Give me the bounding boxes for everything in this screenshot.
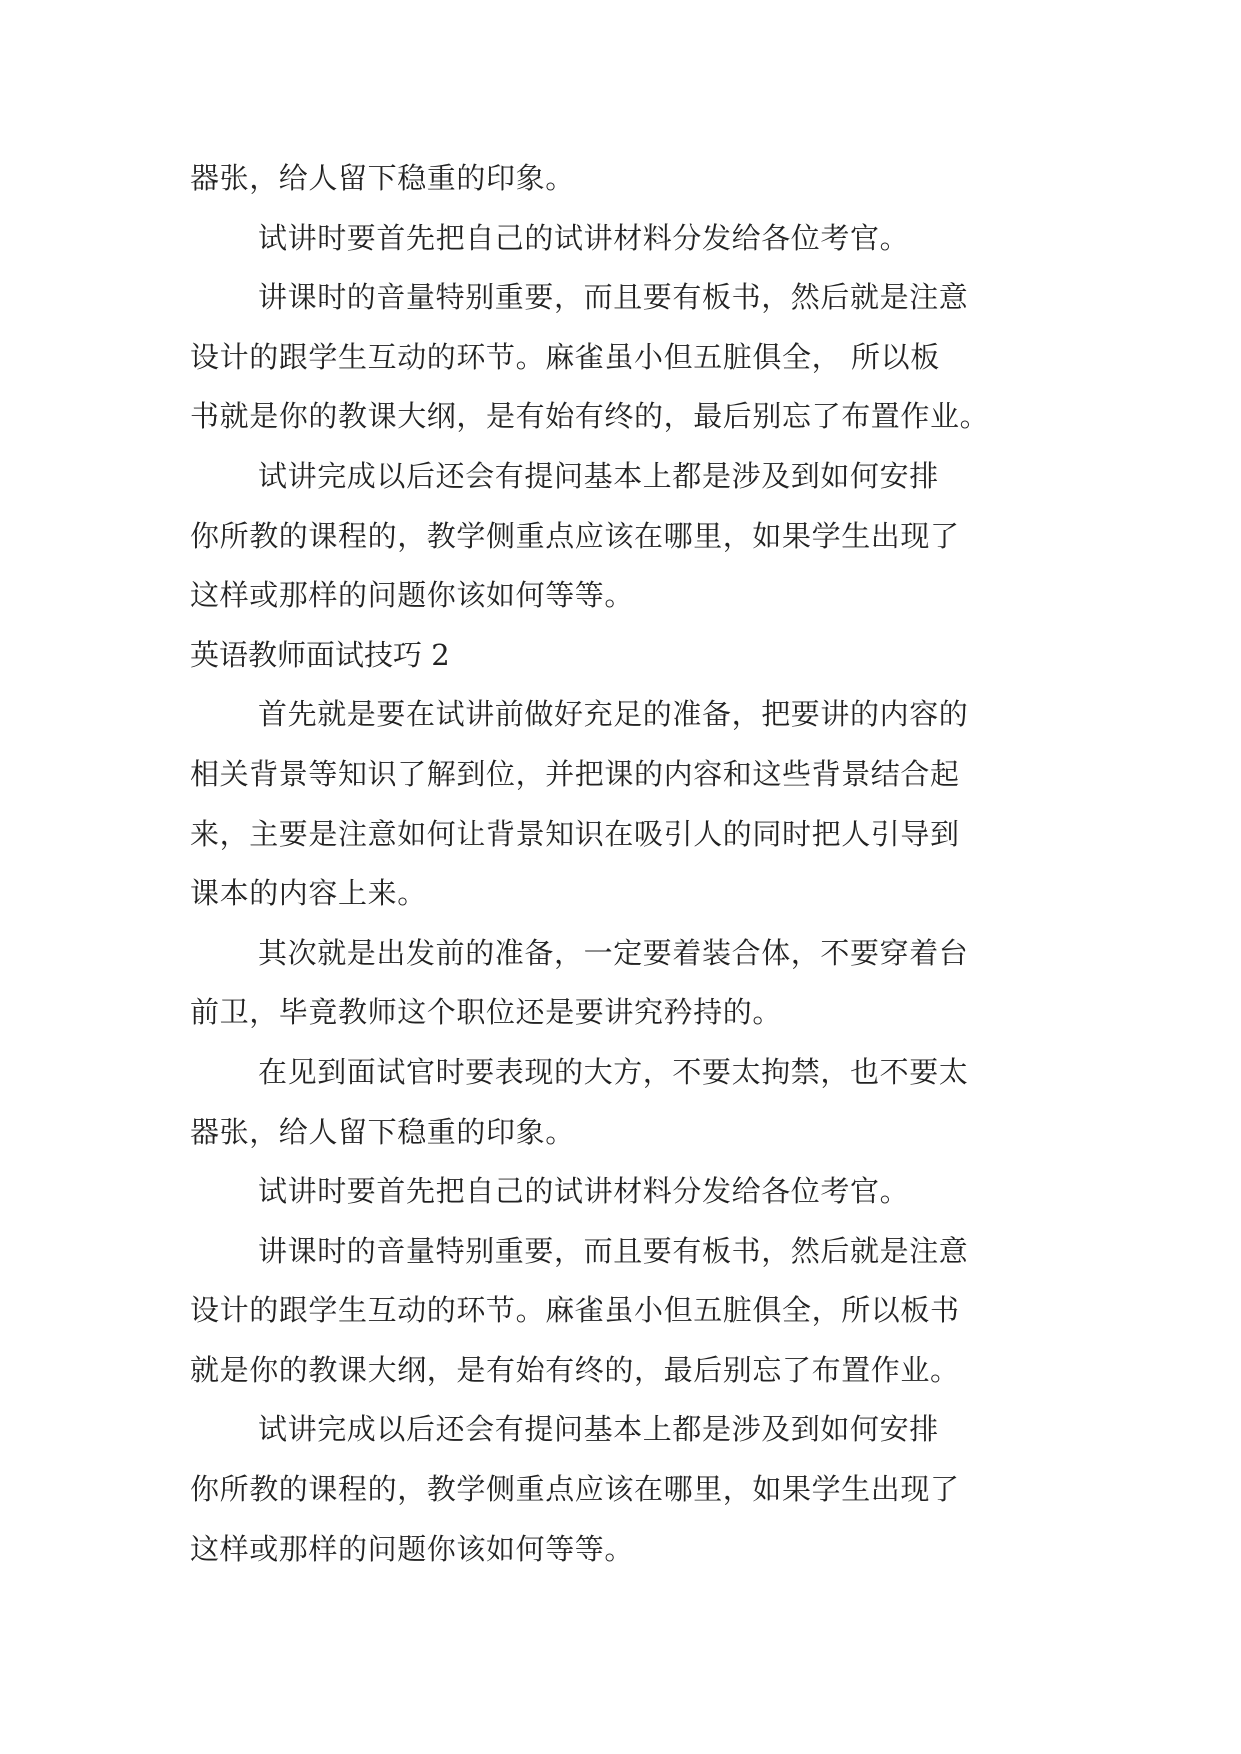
text-line: 首先就是要在试讲前做好充足的准备，把要讲的内容的 bbox=[258, 697, 969, 732]
text-line: 课本的内容上来。 bbox=[190, 876, 427, 911]
text-line: 讲课时的音量特别重要，而且要有板书，然后就是注意 bbox=[258, 280, 969, 315]
text-line: 器张，给人留下稳重的印象。 bbox=[190, 1114, 575, 1149]
text-line: 讲课时的音量特别重要，而且要有板书，然后就是注意 bbox=[258, 1233, 969, 1268]
text-line: 来，主要是注意如何让背景知识在吸引人的同时把人引导到 bbox=[190, 816, 960, 851]
text-line: 试讲时要首先把自己的试讲材料分发给各位考官。 bbox=[258, 1174, 910, 1209]
text-line: 相关背景等知识了解到位，并把课的内容和这些背景结合起 bbox=[190, 756, 960, 791]
text-line: 试讲时要首先把自己的试讲材料分发给各位考官。 bbox=[258, 220, 910, 255]
document-body bbox=[190, 158, 1060, 1588]
text-line: 设计的跟学生互动的环节。麻雀虽小但五脏俱全，所以板书 bbox=[190, 1293, 960, 1328]
text-line: 就是你的教课大纲，是有始有终的，最后别忘了布置作业。 bbox=[190, 1352, 960, 1387]
section-heading: 英语教师面试技巧 2 bbox=[190, 637, 450, 672]
text-line: 这样或那样的问题你该如何等等。 bbox=[190, 1531, 635, 1566]
text-line: 试讲完成以后还会有提问基本上都是涉及到如何安排 bbox=[258, 1412, 939, 1447]
text-line: 前卫，毕竟教师这个职位还是要讲究矜持的。 bbox=[190, 995, 783, 1030]
text-line: 设计的跟学生互动的环节。麻雀虽小但五脏俱全， 所以板 bbox=[190, 339, 940, 374]
text-line: 在见到面试官时要表现的大方，不要太拘禁，也不要太 bbox=[258, 1054, 969, 1089]
text-line: 你所教的课程的，教学侧重点应该在哪里，如果学生出现了 bbox=[190, 518, 960, 553]
text-line: 书就是你的教课大纲，是有始有终的，最后别忘了布置作业。 bbox=[190, 399, 990, 434]
text-line: 你所教的课程的，教学侧重点应该在哪里，如果学生出现了 bbox=[190, 1472, 960, 1507]
text-line: 试讲完成以后还会有提问基本上都是涉及到如何安排 bbox=[258, 458, 939, 493]
text-line: 器张，给人留下稳重的印象。 bbox=[190, 161, 575, 195]
text-line: 这样或那样的问题你该如何等等。 bbox=[190, 578, 635, 613]
text-line: 其次就是出发前的准备，一定要着装合体，不要穿着台 bbox=[258, 935, 969, 970]
